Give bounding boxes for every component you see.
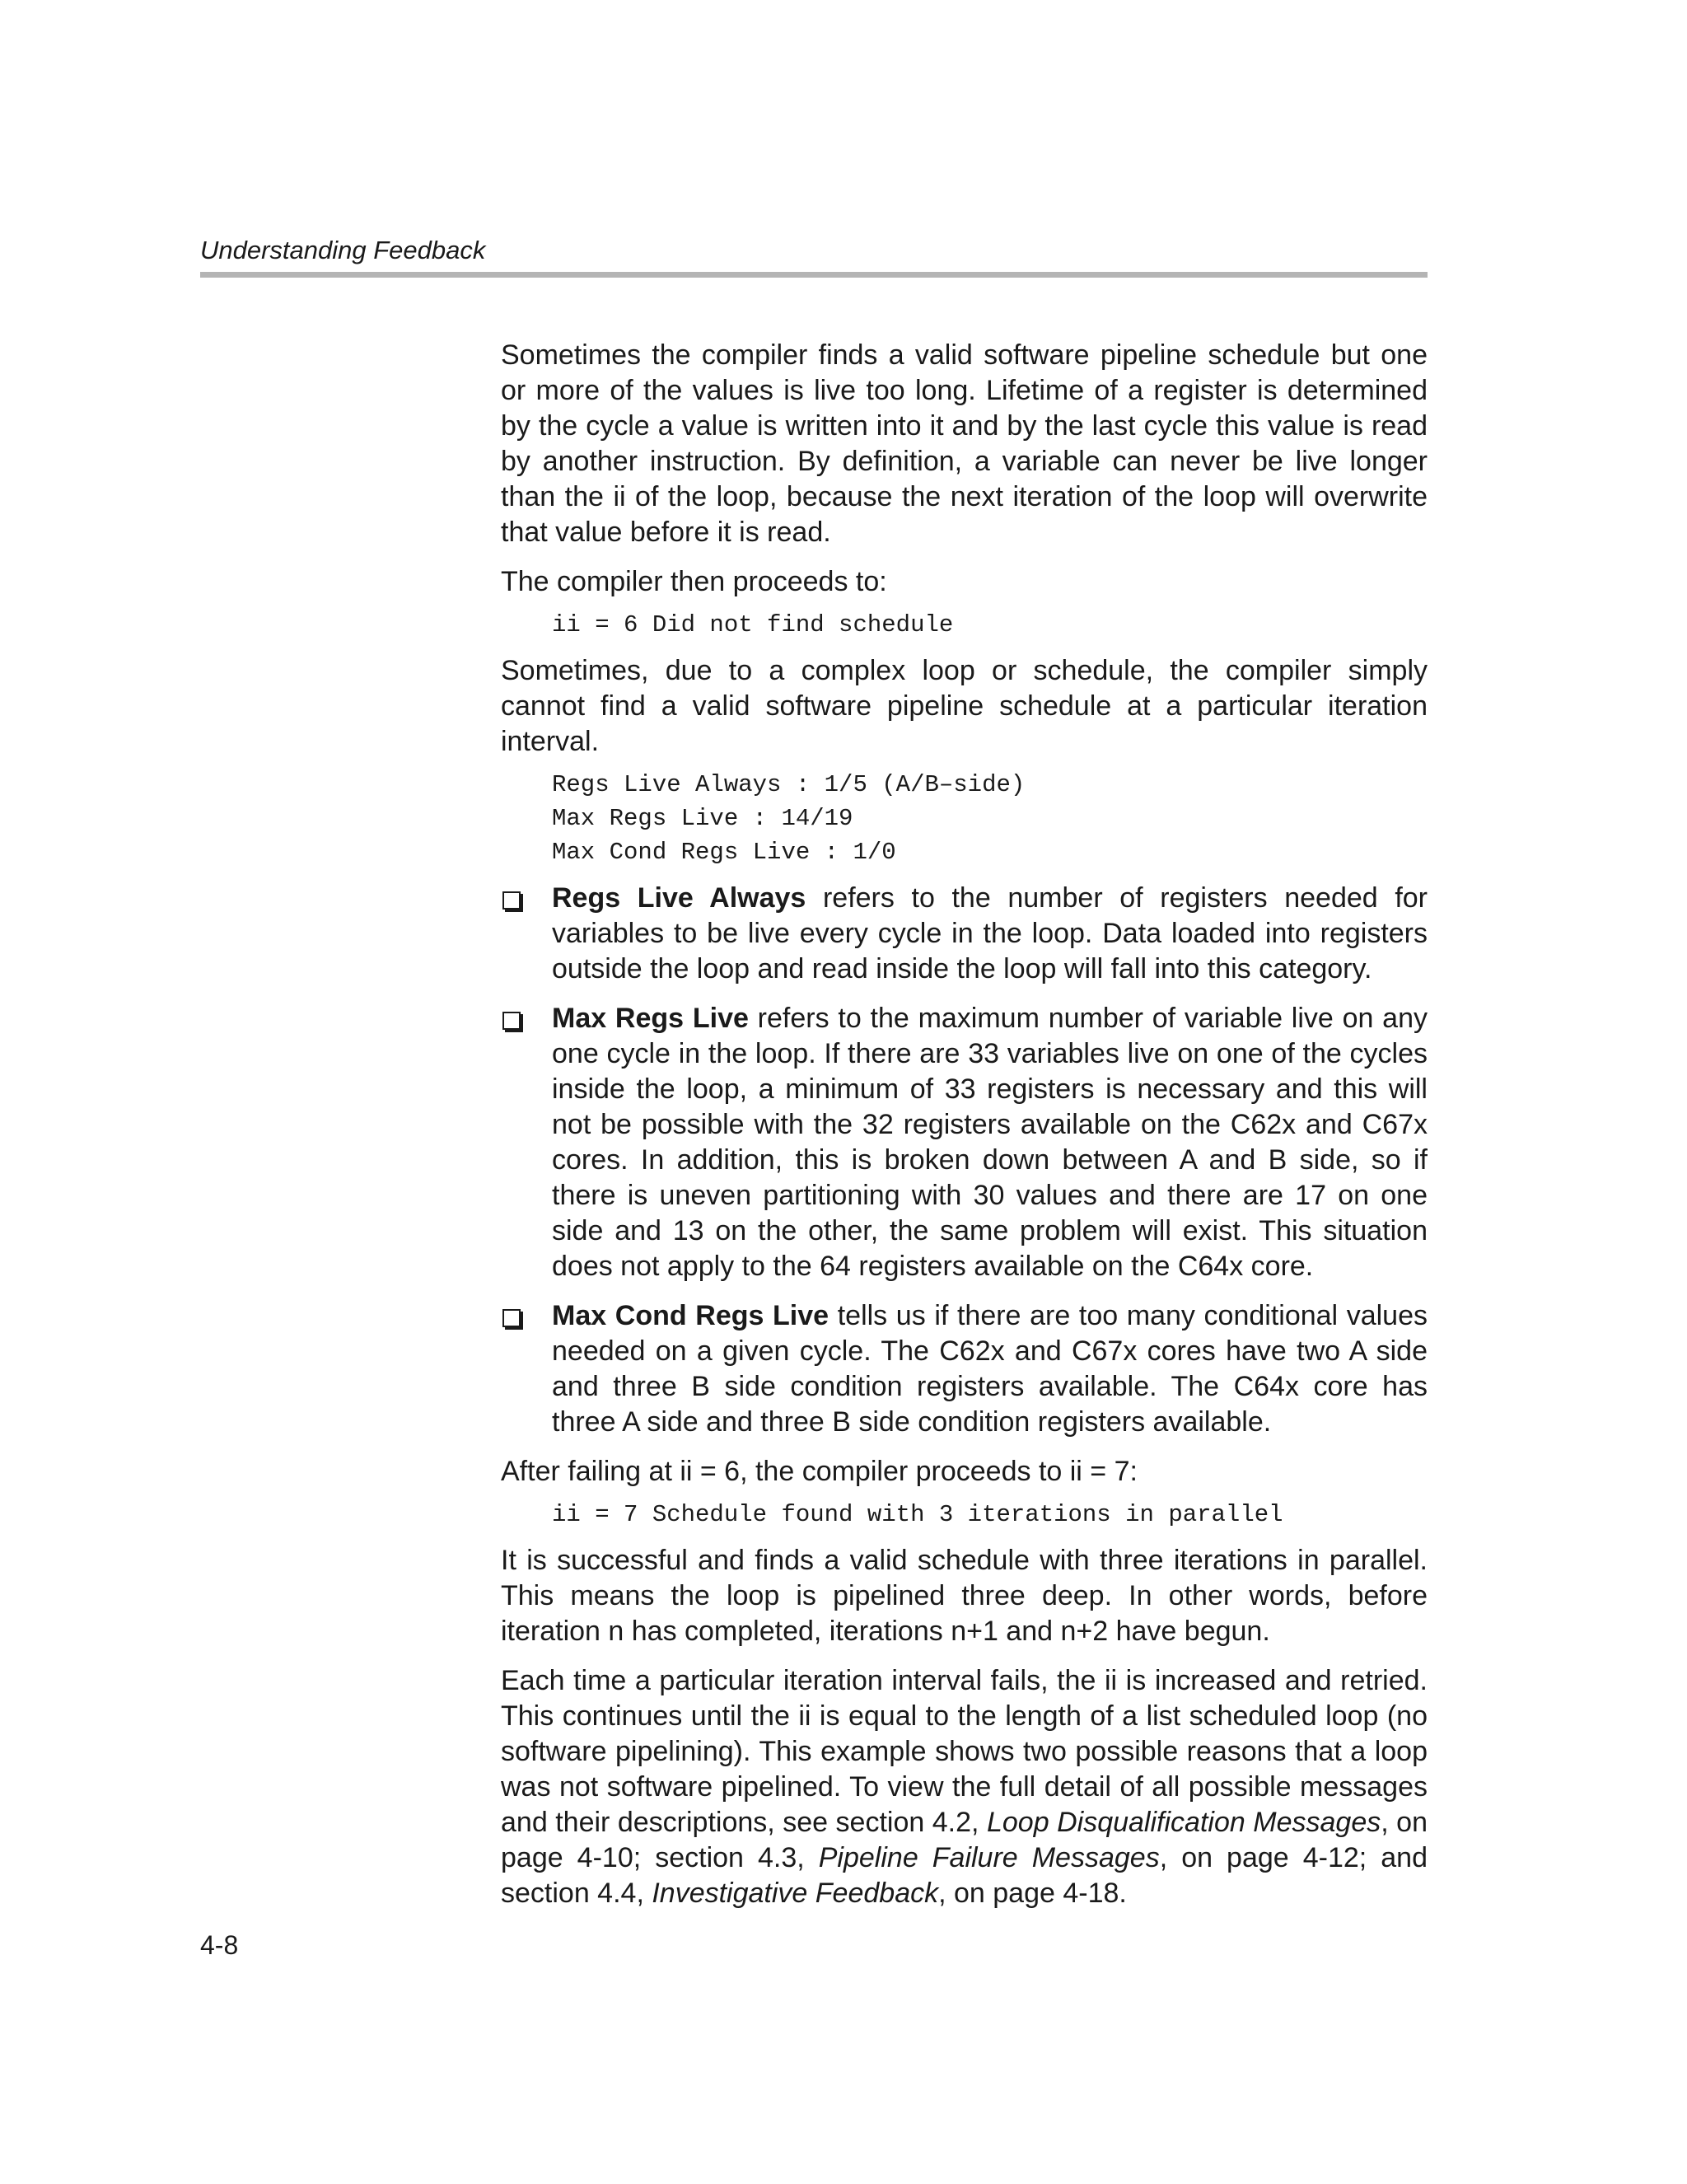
bullet-text: refers to the maximum number of variable live on any one cycle in the loop. If there are 33 variables live on one of the cycles inside the loop, a minimum of 33 registers is necessary and this will not be possible with the 32 registers available on the C62x and C67x cores. In addition, this is broken down between A and B side, so if there is uneven partitioning with 30 values and there are 17 on one side and 13 on the other, the same problem will exist. This situation does not apply to the 64 registers available on the C64x core.	[552, 1003, 1428, 1282]
cross-reference: Loop Disqualification Messages	[986, 1807, 1381, 1838]
code-line: Regs Live Always : 1/5 (A/B–side)	[552, 771, 1026, 798]
running-header: Understanding Feedback	[200, 236, 486, 264]
bullet-max-cond-regs-live	[501, 1298, 1428, 1440]
text: , on page 4-18.	[938, 1878, 1127, 1909]
checkbox-bullet-icon	[502, 1309, 521, 1327]
bullet-term: Regs Live Always	[552, 882, 806, 914]
bullet-text: tells us if there are too many conditional values needed on a given cycle. The C62x and C67x cores have two A side and three B side condition registers available. The C64x core has three A side and three B side condition registers available.	[552, 1300, 1428, 1438]
bullet-term: Max Regs Live	[552, 1003, 749, 1034]
header-rule	[200, 272, 1428, 278]
paragraph-successful: It is successful and finds a valid schedule with three iterations in parallel. This means the loop is pipelined three deep. In other words, before iteration n has completed, iterations n+1 and n+2 have begun.	[501, 1545, 1428, 1647]
bullet-text: refers to the number of registers needed for variables to be live every cycle in the loop. Data loaded into registers outside the loop and read inside the loop will fall into this category.	[552, 882, 1428, 984]
paragraph-iteration-interval	[501, 1663, 1428, 1911]
bullet-regs-live-always	[501, 881, 1428, 987]
checkbox-bullet-icon	[502, 891, 521, 910]
code-line: Max Regs Live : 14/19	[552, 805, 853, 832]
paragraph-compiler-proceeds: The compiler then proceeds to:	[501, 566, 887, 597]
code-regs-live	[501, 768, 1428, 869]
text: , on page 4-12; and section 4.4,	[501, 1842, 1428, 1909]
page-number: 4-8	[200, 1930, 239, 1960]
page-body	[501, 338, 1428, 1925]
paragraph-register-lifetime: Sometimes the compiler finds a valid software pipeline schedule but one or more of the values is live too long. Lifetime of a register is determined by the cycle a value is written into it and by the last cycle this value is read by another instruction. By definition, a variable can never be live longer than the ii of the loop, because the next iteration of the loop will overwrite that value before it is read.	[501, 339, 1428, 548]
cross-reference: Pipeline Failure Messages	[818, 1842, 1160, 1873]
bullet-max-regs-live	[501, 1001, 1428, 1284]
bullet-term: Max Cond Regs Live	[552, 1300, 829, 1331]
code-ii-7: ii = 7 Schedule found with 3 iterations in parallel	[552, 1501, 1283, 1528]
text: Each time a particular iteration interval fails, the ii is increased and retried. This continues until the ii is equal to the length of a list scheduled loop (no software pipelining). This example shows two possible reasons that a loop was not software pipelined. To view the full detail of all possible messages and their descriptions, see section 4.2,	[501, 1665, 1428, 1838]
checkbox-bullet-icon	[502, 1012, 521, 1030]
paragraph-after-failing: After failing at ii = 6, the compiler proceeds to ii = 7:	[501, 1456, 1138, 1487]
code-line: Max Cond Regs Live : 1/0	[552, 839, 896, 866]
text: , on page 4-10; section 4.3,	[501, 1807, 1428, 1873]
paragraph-complex-loop: Sometimes, due to a complex loop or schedule, the compiler simply cannot find a valid software pipeline schedule at a particular iteration interval.	[501, 655, 1428, 757]
cross-reference: Investigative Feedback	[652, 1878, 939, 1909]
code-ii-6: ii = 6 Did not find schedule	[552, 611, 954, 638]
